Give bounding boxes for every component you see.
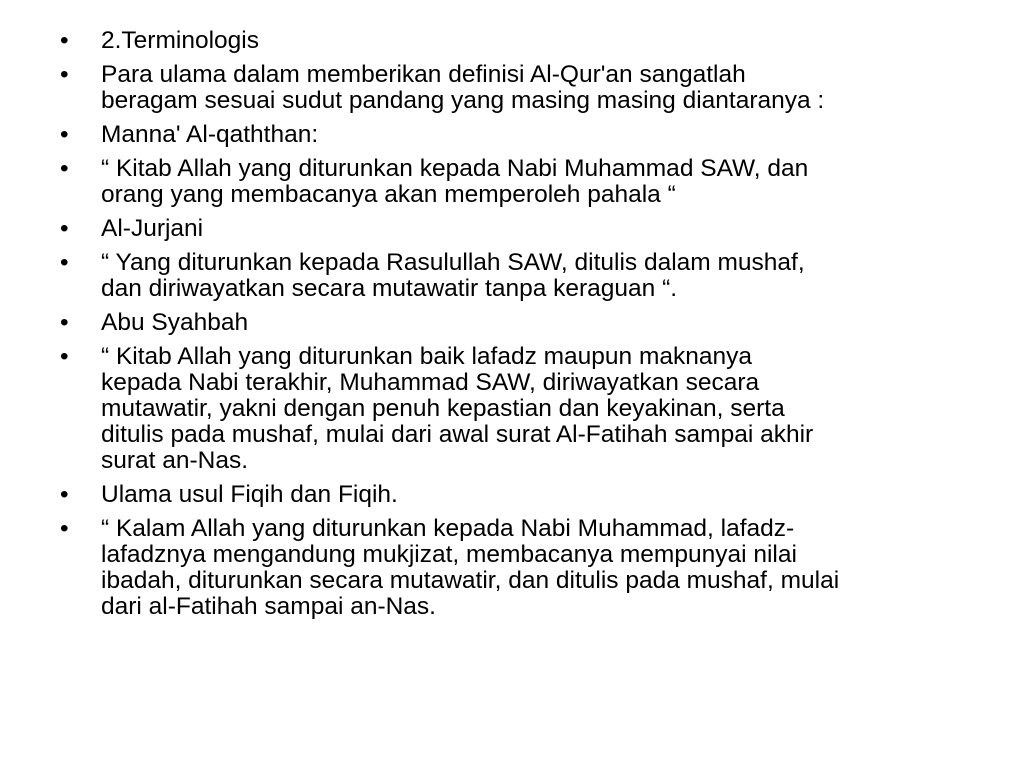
bullet-icon: • (60, 249, 69, 276)
bullet-icon: • (60, 515, 69, 542)
list-item-text: 2.Terminologis (101, 27, 259, 54)
list-item-ulama-usul-fiqih (56, 482, 976, 508)
list-item-quote-ulama (56, 516, 976, 620)
list-item-text: Ulama usul Fiqih dan Fiqih. (101, 481, 398, 508)
list-item-text: Para ulama dalam memberikan definisi Al-Qur'an sangatlah beragam sesuai sudut pandang yang masing masing diantaranya : (101, 61, 825, 114)
list-item-text: “ Kalam Allah yang diturunkan kepada Nabi Muhammad, lafadz- lafadznya mengandung mukjizat, membacanya mempunyai nilai ibadah, diturunkan secara mutawatir, dan ditulis pada mushaf, mulai dari al-Fatihah sampai an-Nas. (101, 515, 840, 620)
bullet-icon: • (60, 215, 69, 242)
list-item-terminologis (56, 28, 976, 54)
bullet-icon: • (60, 309, 69, 336)
list-item-quote-manna (56, 156, 976, 208)
list-item-al-jurjani (56, 216, 976, 242)
bullet-icon: • (60, 121, 69, 148)
list-item-text: “ Yang diturunkan kepada Rasulullah SAW, ditulis dalam mushaf, dan diriwayatkan secara mutawatir tanpa keraguan “. (101, 249, 805, 302)
list-item-text: “ Kitab Allah yang diturunkan baik lafadz maupun maknanya kepada Nabi terakhir, Muhammad SAW, diriwayatkan secara mutawatir, yakni dengan penuh kepastian dan keyakinan, serta ditulis pada mushaf, mulai dari awal surat Al-Fatihah sampai akhir surat an-Nas. (101, 343, 814, 474)
bullet-icon: • (60, 61, 69, 88)
list-item-intro (56, 62, 976, 114)
list-item-text: Manna' Al-qaththan: (101, 121, 319, 148)
bullet-icon: • (60, 343, 69, 370)
list-item-manna-al-qaththan (56, 122, 976, 148)
bullet-icon: • (60, 481, 69, 508)
bullet-icon: • (60, 155, 69, 182)
list-item-text: Abu Syahbah (101, 309, 249, 336)
list-item-abu-syahbah (56, 310, 976, 336)
list-item-text: Al-Jurjani (101, 215, 204, 242)
list-item-quote-abu-syahbah (56, 344, 976, 474)
list-item-quote-jurjani (56, 250, 976, 302)
list-item-text: “ Kitab Allah yang diturunkan kepada Nabi Muhammad SAW, dan orang yang membacanya akan memperoleh pahala “ (101, 155, 809, 208)
bullet-icon: • (60, 27, 69, 54)
bullet-list (56, 28, 976, 628)
